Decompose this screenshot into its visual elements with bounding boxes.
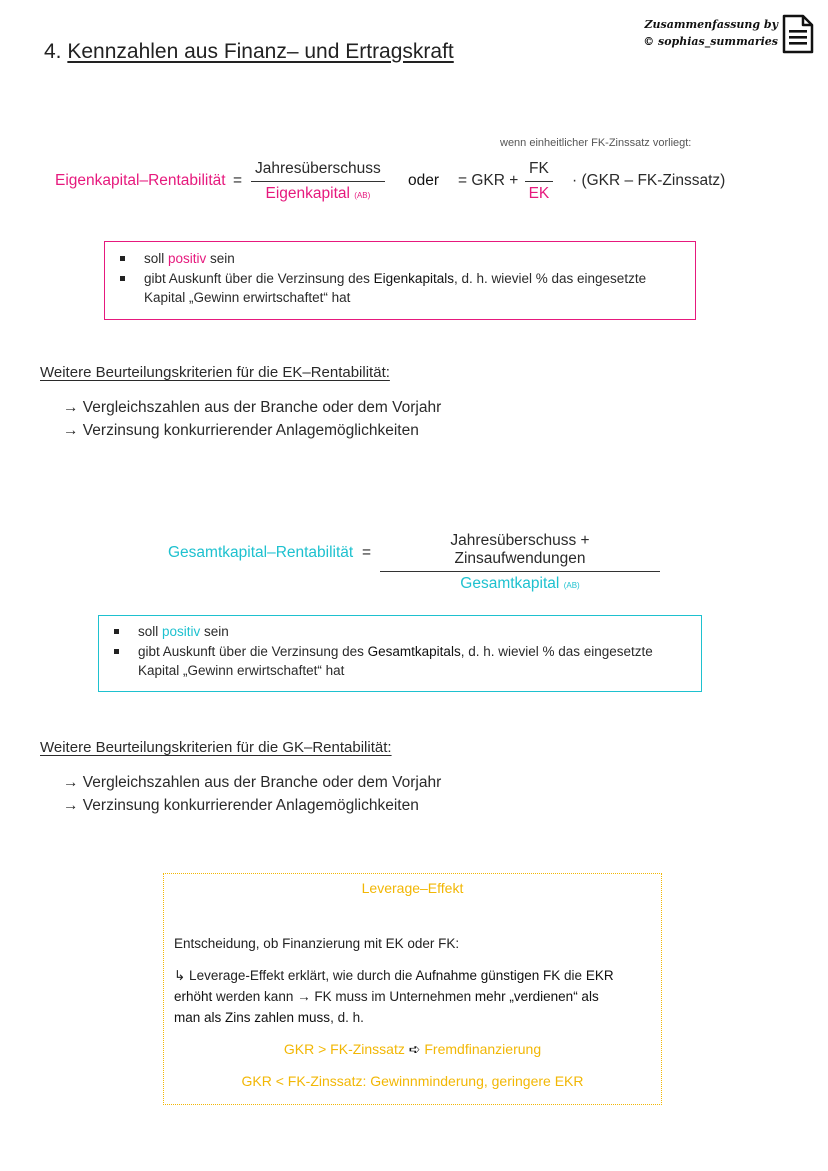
ekr-b2-post: , d. h. wieviel % das eingesetzte: [453, 270, 647, 286]
ekr-b1-post: sein: [206, 251, 235, 266]
rule1-condition: GKR > FK-Zinssatz: [283, 1041, 405, 1057]
brand-watermark: [643, 16, 778, 50]
gkr-denominator: Gesamtkapital: [460, 575, 560, 592]
gkr-label: Gesamtkapital–Rentabilität: [168, 544, 354, 561]
gkr-b1-pre: soll: [138, 624, 163, 639]
ekr-equals: =: [233, 172, 243, 189]
arrow-icon: ➪: [408, 1041, 421, 1057]
title-text: Kennzahlen aus Finanz– und Ertragskraft: [67, 40, 454, 63]
leverage-decision: Entscheidung, ob Finanzierung mit EK oder FK:: [174, 936, 460, 951]
brand-line-1: Zusammenfassung by: [644, 18, 778, 31]
ekr-bullets: [116, 249, 646, 308]
lev-p1-b: Aufnahme günstigen FK: [415, 968, 561, 983]
leverage-line-3: [174, 1007, 614, 1028]
ekr-bullet-1: [116, 249, 646, 269]
gkr-b2-bold: Gesamtkapitals: [367, 643, 461, 659]
ekr-b2-bold: Eigenkapitals: [373, 270, 454, 286]
leverage-line-1: [174, 965, 614, 986]
ekr-b2-pre: gibt Auskunft über die Verzinsung des: [144, 270, 374, 286]
ekr-criteria-heading: Weitere Beurteilungskriterien für die EK–Rentabilität:: [40, 364, 390, 381]
lev-p2-a: erhöht: [174, 989, 213, 1004]
ekr-criteria-item: → Verzinsung konkurrierender Anlagemöglichkeiten: [63, 422, 419, 439]
ek-denominator: EK: [528, 185, 550, 202]
ekr-denominator-wrap: [251, 182, 385, 203]
ekr-b1-pre: soll: [144, 251, 169, 266]
document-icon: [782, 14, 814, 54]
gkr-bullet-1: [110, 622, 653, 642]
gkr-b2-post: , d. h. wieviel % das eingesetzte: [460, 643, 653, 659]
leverage-title: Leverage–Effekt: [361, 880, 464, 896]
lev-p1-a: ↳ Leverage-Effekt erklärt, wie durch die: [174, 968, 416, 983]
gkr-bullets: [110, 622, 653, 681]
gkr-equals: =: [362, 544, 372, 561]
leverage-rule-2: GKR < FK-Zinssatz: Gewinnminderung, geringere EKR: [241, 1073, 584, 1089]
leverage-line-2: [174, 986, 614, 1007]
lev-p1-c: die: [560, 968, 586, 983]
fk-ek-fraction: [525, 160, 553, 203]
ekr-numerator: Jahresüberschuss: [251, 160, 385, 182]
ekr-denominator: Eigenkapital: [265, 185, 350, 202]
ekr-label: Eigenkapital–Rentabilität: [55, 172, 226, 189]
condition-note: wenn einheitlicher FK-Zinssatz vorliegt:: [500, 137, 692, 149]
gkr-b1-highlight: positiv: [162, 624, 201, 639]
gkr-criteria-item: → Vergleichszahlen aus der Branche oder dem Vorjahr: [63, 774, 442, 791]
lev-p3-b: , d. h.: [330, 1010, 364, 1025]
ekr-fraction: [251, 160, 385, 203]
gkr-criteria-heading: Weitere Beurteilungskriterien für die GK–Rentabilität:: [40, 739, 392, 756]
ekr-criteria-item: → Vergleichszahlen aus der Branche oder dem Vorjahr: [63, 399, 442, 416]
gkr-b2-line2: Kapital „Gewinn erwirtschaftet“ hat: [138, 663, 345, 678]
title-number: 4.: [44, 40, 62, 63]
gkr-criteria-item: → Verzinsung konkurrierender Anlagemöglichkeiten: [63, 797, 419, 814]
lev-p2-b: werden kann → FK muss im Unternehmen: [212, 989, 475, 1004]
gkr-bullet-2: [110, 642, 653, 681]
gkr-fraction: [380, 532, 660, 593]
brand-line-2: © sophias_summaries: [643, 35, 778, 48]
ekr-b1-highlight: positiv: [168, 251, 207, 266]
ekr-bullet-2: [116, 269, 646, 308]
leverage-rule-1: [163, 1041, 662, 1058]
page-title: [44, 40, 454, 64]
lev-p3-a: man als Zins zahlen muss: [174, 1010, 331, 1025]
lev-p2-c: mehr „verdienen“ als: [474, 989, 599, 1004]
fk-numerator: FK: [525, 160, 553, 182]
ekr-denominator-sub: (AB): [354, 191, 371, 200]
gkr-numerator: Jahresüberschuss + Zinsaufwendungen: [380, 532, 660, 572]
alt-prefix: = GKR +: [458, 172, 519, 189]
or-word: oder: [408, 172, 440, 189]
ekr-b2-line2: Kapital „Gewinn erwirtschaftet“ hat: [144, 290, 351, 305]
leverage-explanation: [174, 965, 614, 1028]
gkr-denominator-wrap: [380, 572, 660, 593]
gkr-criteria-list: [63, 771, 441, 817]
lev-p1-d: EKR: [585, 968, 614, 983]
gkr-denominator-sub: (AB): [563, 581, 580, 590]
alt-suffix: · (GKR – FK-Zinssatz): [572, 172, 726, 189]
ekr-criteria-list: [63, 396, 441, 442]
gkr-b2-pre: gibt Auskunft über die Verzinsung des: [138, 643, 368, 659]
gkr-b1-post: sein: [200, 624, 229, 639]
rule1-result: Fremdfinanzierung: [424, 1041, 542, 1057]
